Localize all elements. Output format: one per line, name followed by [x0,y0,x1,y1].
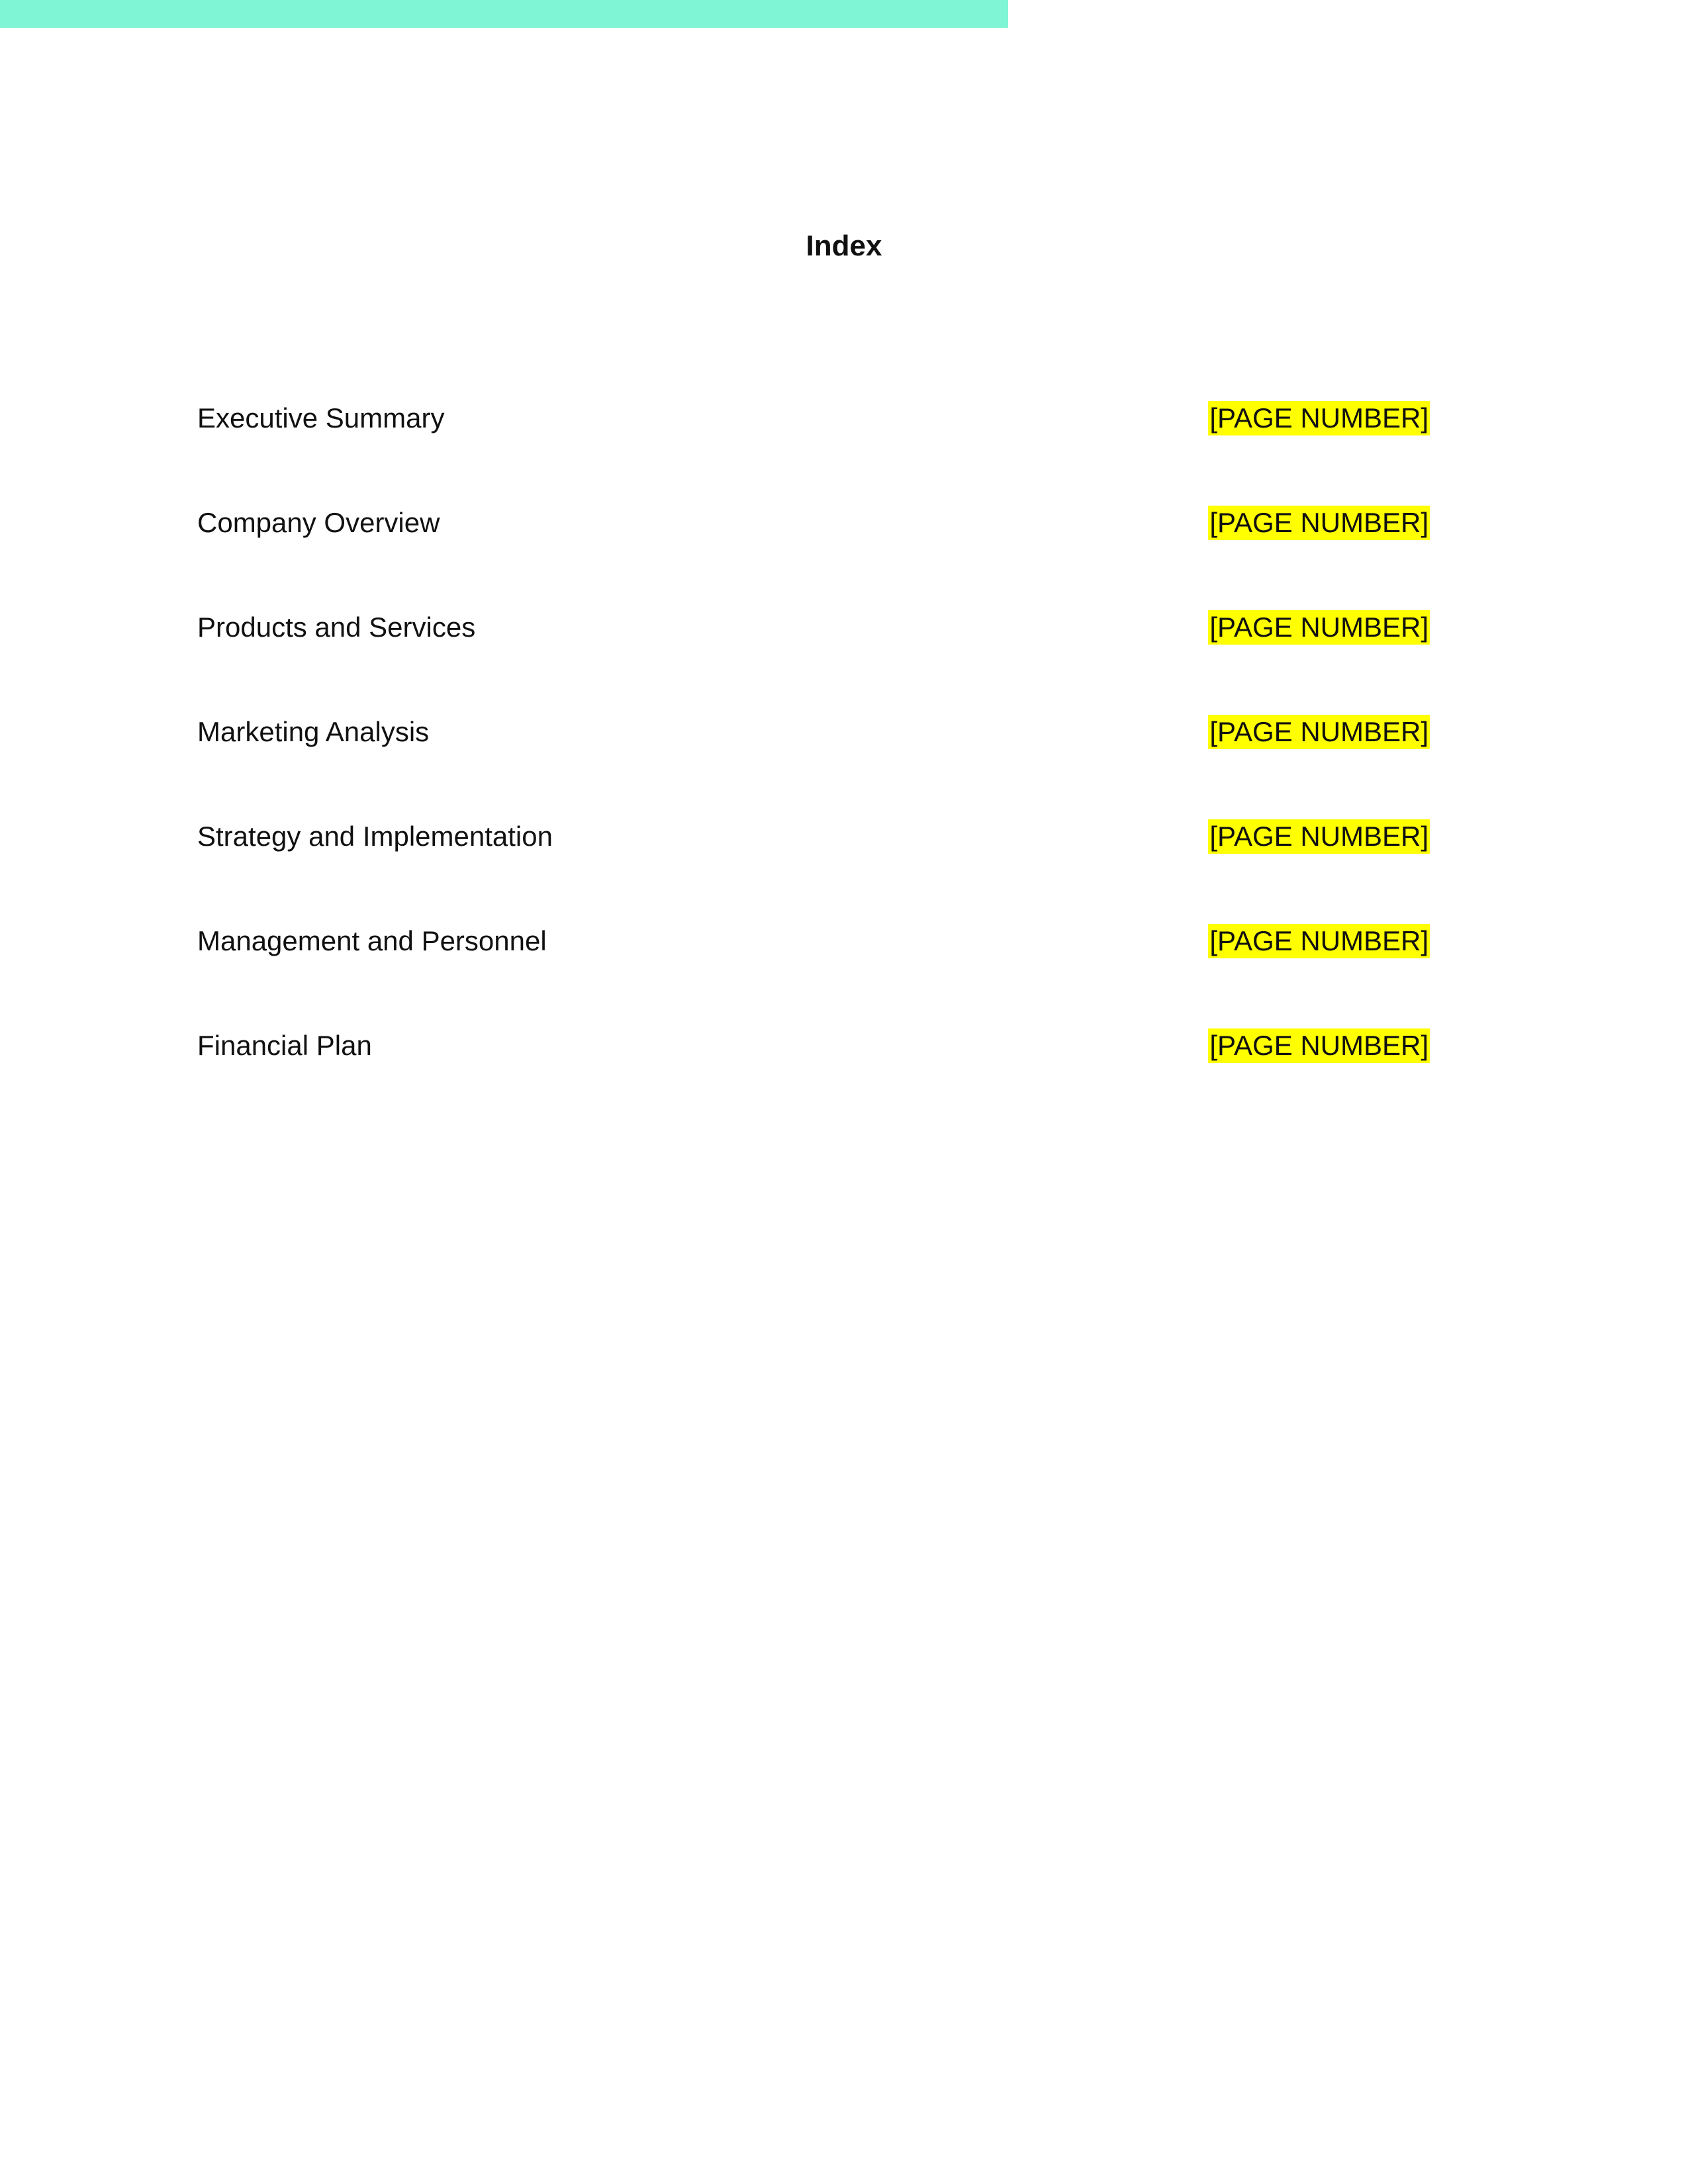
index-entry-label: Executive Summary [197,402,445,433]
index-entry-label: Marketing Analysis [197,716,430,747]
index-entry-financial-plan [197,1028,1430,1133]
index-list [197,401,1430,1133]
index-entry-page-number: [PAGE NUMBER] [1208,715,1430,749]
index-entry-company-overview [197,506,1430,610]
index-entry-page-number: [PAGE NUMBER] [1208,401,1430,435]
index-entry-products-and-services [197,610,1430,715]
index-entry-strategy-and-implementation [197,819,1430,924]
index-entry-label: Financial Plan [197,1030,372,1061]
index-entry-label: Management and Personnel [197,925,547,956]
index-entry-label: Strategy and Implementation [197,821,553,852]
index-entry-page-number: [PAGE NUMBER] [1208,1028,1430,1063]
page-title: Index [806,230,882,262]
index-entry-marketing-analysis [197,715,1430,819]
index-entry-page-number: [PAGE NUMBER] [1208,819,1430,854]
index-entry-label: Company Overview [197,507,440,538]
index-entry-executive-summary [197,401,1430,506]
index-entry-page-number: [PAGE NUMBER] [1208,924,1430,958]
index-entry-page-number: [PAGE NUMBER] [1208,610,1430,645]
index-entry-label: Products and Services [197,612,476,643]
index-entry-management-and-personnel [197,924,1430,1028]
top-accent-bar [0,0,1008,28]
index-entry-page-number: [PAGE NUMBER] [1208,506,1430,540]
